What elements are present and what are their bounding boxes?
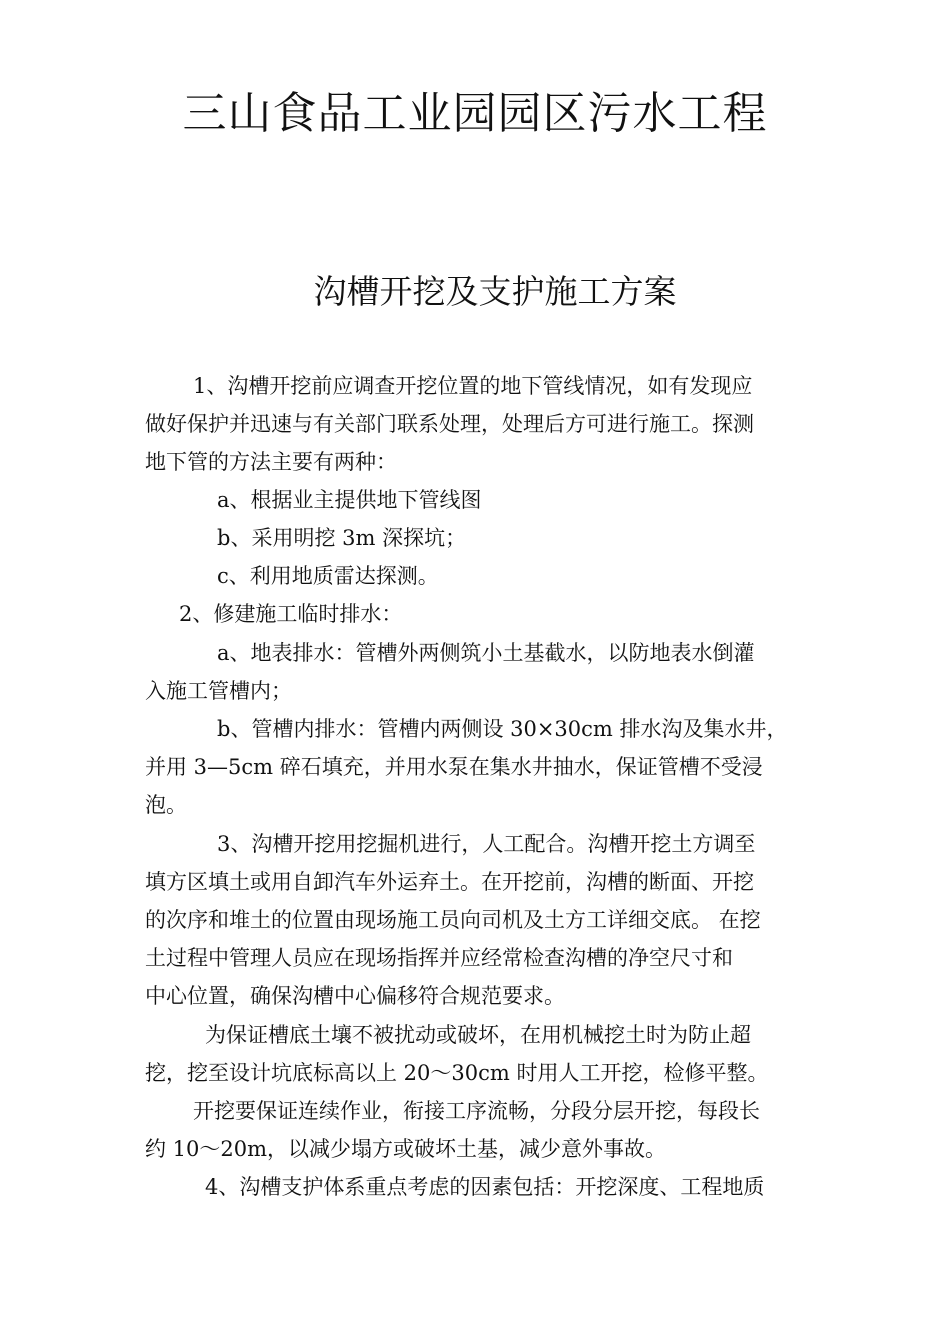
paragraph-line: 填方区填土或用自卸汽车外运弃土。在开挖前，沟槽的断面、开挖 bbox=[145, 870, 754, 894]
paragraph-line: 开挖要保证连续作业，衔接工序流畅，分段分层开挖，每段长 bbox=[193, 1099, 760, 1123]
paragraph-line: 的次序和堆土的位置由现场施工员向司机及土方工详细交底。 在挖 bbox=[145, 908, 761, 932]
paragraph-line: 并用 3—5cm 碎石填充，并用水泵在集水井抽水，保证管槽不受浸 bbox=[145, 755, 763, 779]
document-subtitle: 沟槽开挖及支护施工方案 bbox=[313, 272, 677, 311]
paragraph-line: 中心位置，确保沟槽中心偏移符合规范要求。 bbox=[145, 984, 565, 1008]
paragraph-line: 为保证槽底土壤不被扰动或破坏，在用机械挖土时为防止超 bbox=[205, 1023, 751, 1047]
document-title: 三山食品工业园园区污水工程 bbox=[182, 88, 768, 139]
list-item: a、地表排水：管槽外两侧筑小土基截水，以防地表水倒灌 bbox=[217, 641, 755, 665]
paragraph-line: 做好保护并迅速与有关部门联系处理，处理后方可进行施工。探测 bbox=[145, 412, 754, 436]
list-item: a、根据业主提供地下管线图 bbox=[217, 488, 482, 512]
paragraph-line: 约 10～20m，以减少塌方或破坏土基，减少意外事故。 bbox=[145, 1137, 667, 1161]
paragraph-line: 土过程中管理人员应在现场指挥并应经常检查沟槽的净空尺寸和 bbox=[145, 946, 733, 970]
paragraph-line: 1、沟槽开挖前应调查开挖位置的地下管线情况，如有发现应 bbox=[193, 374, 753, 398]
paragraph-line: 地下管的方法主要有两种： bbox=[145, 450, 397, 474]
paragraph-line: 泡。 bbox=[145, 793, 187, 817]
list-item: b、管槽内排水：管槽内两侧设 30×30cm 排水沟及集水井， bbox=[217, 717, 788, 741]
paragraph-line: 挖，挖至设计坑底标高以上 20～30cm 时用人工开挖，检修平整。 bbox=[145, 1061, 769, 1085]
section-heading: 4、沟槽支护体系重点考虑的因素包括：开挖深度、工程地质 bbox=[205, 1175, 765, 1199]
paragraph-line: 3、沟槽开挖用挖掘机进行，人工配合。沟槽开挖土方调至 bbox=[217, 832, 756, 856]
paragraph-line: 入施工管槽内； bbox=[145, 679, 292, 703]
list-item: c、利用地质雷达探测。 bbox=[217, 564, 439, 588]
section-heading: 2、修建施工临时排水： bbox=[179, 602, 403, 626]
list-item: b、采用明挖 3m 深探坑； bbox=[217, 526, 467, 550]
